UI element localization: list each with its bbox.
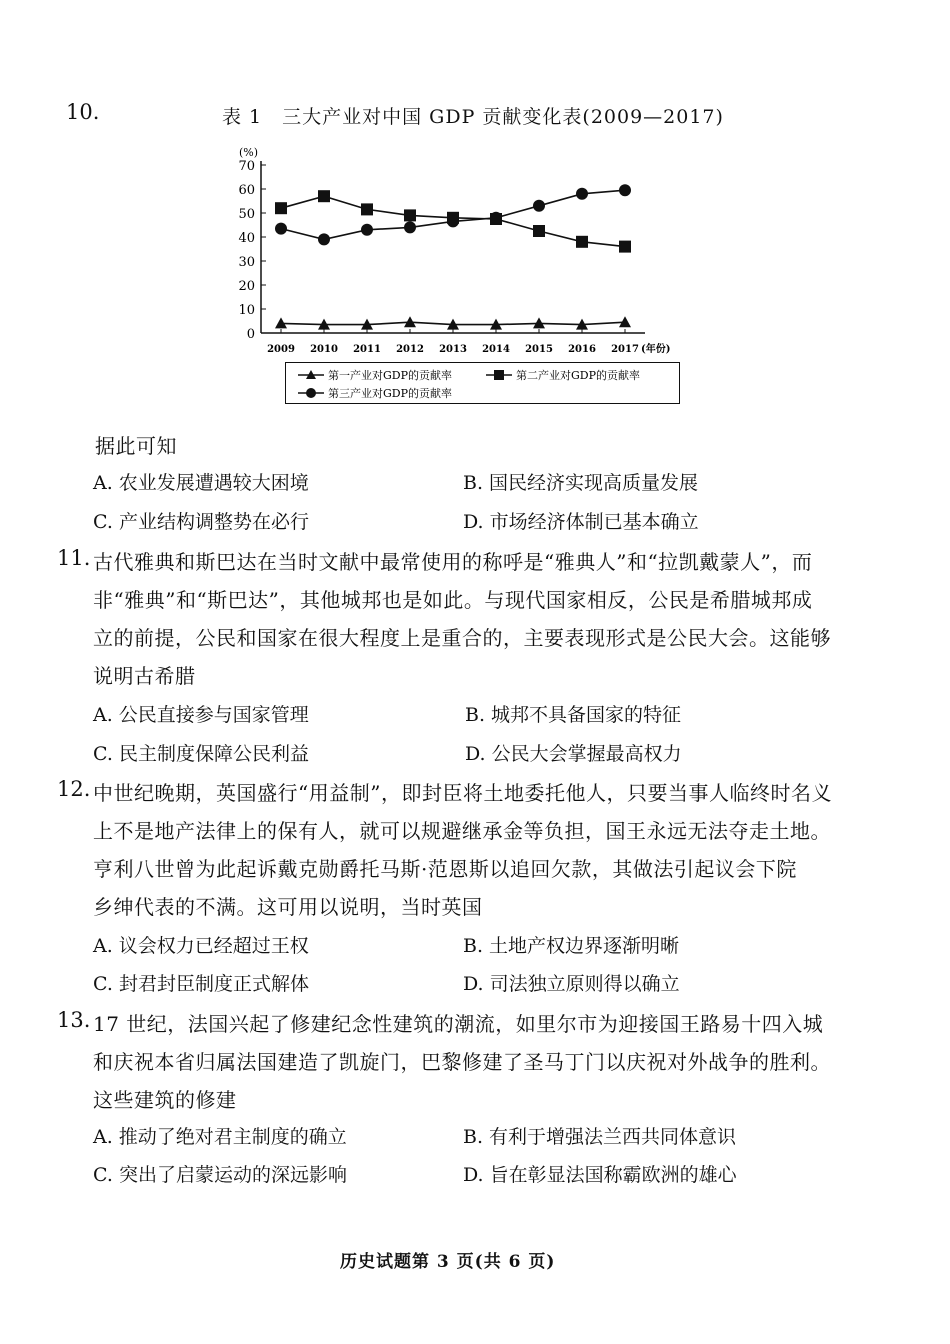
chart-legend [285, 362, 680, 404]
q11-option-b[interactable]: B. 城邦不具备国家的特征 [465, 704, 682, 726]
chart-caption: 表 1 三大产业对中国 GDP 贡献变化表(2009—2017) [222, 106, 724, 128]
page-footer: 历史试题第 3 页(共 6 页) [340, 1252, 556, 1272]
q13-option-a[interactable]: A. 推动了绝对君主制度的确立 [93, 1126, 347, 1148]
x-tick-label: 2013 [439, 344, 467, 355]
question-11-line: 说明古希腊 [93, 664, 196, 688]
y-axis-unit-label: (%) [239, 146, 259, 159]
data-point-square [275, 202, 287, 214]
x-tick-label: 2017 [611, 344, 639, 355]
data-point-square [576, 236, 588, 248]
y-tick-label: 70 [238, 159, 255, 174]
q12-option-b[interactable]: B. 土地产权边界逐渐明晰 [463, 935, 680, 957]
question-13-line: 和庆祝本省归属法国建造了凯旋门，巴黎修建了圣马丁门以庆祝对外战争的胜利。 [93, 1050, 831, 1074]
question-10-prompt: 据此可知 [95, 434, 177, 458]
data-point-circle [533, 200, 545, 212]
data-point-square [361, 203, 373, 215]
gdp-contribution-chart [225, 140, 695, 365]
y-tick-label: 60 [238, 183, 255, 198]
question-12-line: 乡绅代表的不满。这可用以说明，当时英国 [93, 895, 483, 919]
question-12-number: 12. [57, 777, 91, 801]
question-10-number: 10. [66, 100, 100, 124]
q11-option-a[interactable]: A. 公民直接参与国家管理 [93, 704, 309, 726]
data-point-circle [447, 215, 459, 227]
data-point-circle [275, 223, 287, 235]
q13-option-b[interactable]: B. 有利于增强法兰西共同体意识 [463, 1126, 737, 1148]
q13-option-c[interactable]: C. 突出了启蒙运动的深远影响 [93, 1164, 347, 1186]
legend-label-primary: 第一产业对GDP的贡献率 [328, 369, 453, 382]
data-point-square [318, 190, 330, 202]
x-tick-label: 2014 [482, 344, 510, 355]
q10-option-c[interactable]: C. 产业结构调整势在必行 [93, 511, 309, 533]
data-point-square [619, 241, 631, 253]
question-11-line: 立的前提，公民和国家在很大程度上是重合的，主要表现形式是公民大会。这能够 [93, 626, 831, 650]
q11-option-c[interactable]: C. 民主制度保障公民利益 [93, 743, 309, 765]
question-13-line: 17 世纪，法国兴起了修建纪念性建筑的潮流，如里尔市为迎接国王路易十四入城 [93, 1012, 824, 1036]
q12-option-a[interactable]: A. 议会权力已经超过王权 [93, 935, 309, 957]
x-axis-unit-label: (年份) [641, 344, 671, 355]
legend-item-primary [298, 368, 452, 382]
question-12-line: 亨利八世曾为此起诉戴克勋爵托马斯·范恩斯以追回欠款，其做法引起议会下院 [93, 857, 797, 881]
y-tick-label: 30 [238, 255, 255, 270]
y-tick-label: 20 [238, 279, 255, 294]
data-point-circle [361, 224, 373, 236]
q12-option-d[interactable]: D. 司法独立原则得以确立 [463, 973, 680, 995]
question-13-line: 这些建筑的修建 [93, 1088, 237, 1112]
y-tick-label: 10 [238, 303, 255, 318]
data-point-circle [318, 233, 330, 245]
question-12-line: 上不是地产法律上的保有人，就可以规避继承金等负担，国王永远无法夺走土地。 [93, 819, 831, 843]
y-tick-label: 50 [238, 207, 255, 222]
y-tick-label: 40 [238, 231, 255, 246]
x-tick-label: 2012 [396, 344, 424, 355]
question-11-line: 古代雅典和斯巴达在当时文献中最常使用的称呼是“雅典人”和“拉凯戴蒙人”，而 [93, 550, 813, 574]
y-tick-label: 0 [246, 327, 255, 342]
legend-label-secondary: 第二产业对GDP的贡献率 [516, 369, 641, 382]
square-marker-icon [494, 370, 504, 380]
q10-option-b[interactable]: B. 国民经济实现高质量发展 [463, 472, 699, 494]
x-tick-label: 2011 [353, 344, 381, 355]
circle-marker-icon [306, 388, 316, 398]
data-point-circle [576, 188, 588, 200]
x-tick-label: 2010 [310, 344, 338, 355]
legend-item-tertiary [298, 386, 452, 400]
q12-option-c[interactable]: C. 封君封臣制度正式解体 [93, 973, 309, 995]
legend-label-tertiary: 第三产业对GDP的贡献率 [328, 387, 453, 400]
data-point-square [533, 225, 545, 237]
data-point-circle [404, 221, 416, 233]
data-point-circle [490, 212, 502, 224]
data-point-square [404, 209, 416, 221]
q13-option-d[interactable]: D. 旨在彰显法国称霸欧洲的雄心 [463, 1164, 737, 1186]
legend-item-secondary [486, 368, 640, 382]
q11-option-d[interactable]: D. 公民大会掌握最高权力 [465, 743, 682, 765]
question-13-number: 13. [57, 1008, 91, 1032]
data-point-circle [619, 184, 631, 196]
q10-option-d[interactable]: D. 市场经济体制已基本确立 [463, 511, 699, 533]
q10-option-a[interactable]: A. 农业发展遭遇较大困境 [93, 472, 309, 494]
question-12-line: 中世纪晚期，英国盛行“用益制”，即封臣将土地委托他人，只要当事人临终时名义 [93, 781, 832, 805]
question-11-line: 非“雅典”和“斯巴达”，其他城邦也是如此。与现代国家相反，公民是希腊城邦成 [93, 588, 813, 612]
x-tick-label: 2015 [525, 344, 553, 355]
x-tick-label: 2016 [568, 344, 596, 355]
x-tick-label: 2009 [267, 344, 295, 355]
question-11-number: 11. [57, 546, 91, 570]
